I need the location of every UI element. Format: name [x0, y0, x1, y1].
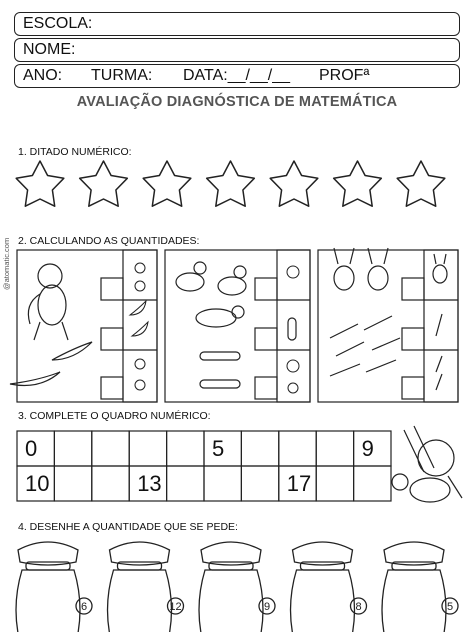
data-label: DATA:__/__/__ — [183, 67, 291, 84]
grid-cell[interactable] — [167, 466, 204, 501]
ano-label: ANO: — [23, 67, 63, 84]
page-title: AVALIAÇÃO DIAGNÓSTICA DE MATEMÁTICA — [76, 94, 398, 110]
star-shape[interactable] — [16, 161, 64, 206]
jar[interactable] — [199, 542, 275, 632]
bone-illustration — [200, 318, 296, 388]
jar-row — [16, 542, 458, 632]
rabbit-illustration — [334, 248, 447, 290]
side-credit: @atomatic.com — [2, 237, 11, 290]
grid-cell[interactable] — [241, 466, 278, 501]
grid-cell-number: 0 — [25, 436, 38, 461]
jar-number: 5 — [446, 601, 454, 613]
jar[interactable] — [108, 542, 184, 632]
school-label: ESCOLA: — [23, 15, 93, 32]
jar-number: 12 — [169, 601, 182, 613]
star-shape[interactable] — [397, 161, 445, 206]
jar[interactable] — [382, 542, 458, 632]
jar-number: 6 — [80, 601, 88, 613]
star-shape[interactable] — [334, 161, 382, 206]
star-shape[interactable] — [143, 161, 191, 206]
banana-illustration — [10, 342, 92, 386]
dog-illustration — [176, 262, 246, 327]
name-label: NOME: — [23, 41, 76, 58]
star-shape[interactable] — [80, 161, 128, 206]
grid-cell[interactable] — [204, 466, 241, 501]
grid-cell[interactable] — [241, 431, 278, 466]
star-row — [16, 161, 445, 206]
star-shape[interactable] — [207, 161, 255, 206]
grid-cell[interactable] — [92, 466, 129, 501]
jar[interactable] — [291, 542, 367, 632]
quantity-panel-3 — [318, 250, 458, 402]
monkey-illustration — [28, 264, 68, 340]
grid-cell-number: 13 — [137, 471, 162, 496]
boy-with-pencil-illustration — [392, 426, 462, 502]
grid-cell[interactable] — [167, 431, 204, 466]
number-grid — [17, 431, 391, 501]
jar[interactable] — [16, 542, 92, 632]
grid-cell[interactable] — [316, 431, 353, 466]
grid-cell-number: 5 — [212, 436, 225, 461]
section-2-heading: 2. CALCULANDO AS QUANTIDADES: — [18, 235, 200, 247]
grid-cell[interactable] — [316, 466, 353, 501]
grid-cell[interactable] — [54, 431, 91, 466]
section-1-heading: 1. DITADO NUMÉRICO: — [18, 146, 132, 158]
jar-number: 8 — [355, 601, 362, 613]
grid-cell[interactable] — [54, 466, 91, 501]
prof-label: PROFª — [319, 67, 370, 84]
carrot-illustration — [330, 314, 442, 390]
grid-cell-number: 10 — [25, 471, 50, 496]
section-3-heading: 3. COMPLETE O QUADRO NUMÉRICO: — [18, 410, 211, 422]
grid-cell[interactable] — [279, 431, 316, 466]
grid-cell-number: 9 — [361, 436, 374, 461]
grid-cell[interactable] — [129, 431, 166, 466]
small-dog-icons — [287, 266, 299, 393]
grid-cell[interactable] — [92, 431, 129, 466]
small-monkey-icons — [130, 263, 148, 390]
star-shape[interactable] — [270, 161, 318, 206]
grid-cell-number: 17 — [286, 471, 312, 496]
grid-cell[interactable] — [354, 466, 391, 501]
section-4-heading: 4. DESENHE A QUANTIDADE QUE SE PEDE: — [18, 521, 238, 533]
turma-label: TURMA: — [91, 67, 153, 84]
jar-number: 9 — [263, 601, 271, 613]
